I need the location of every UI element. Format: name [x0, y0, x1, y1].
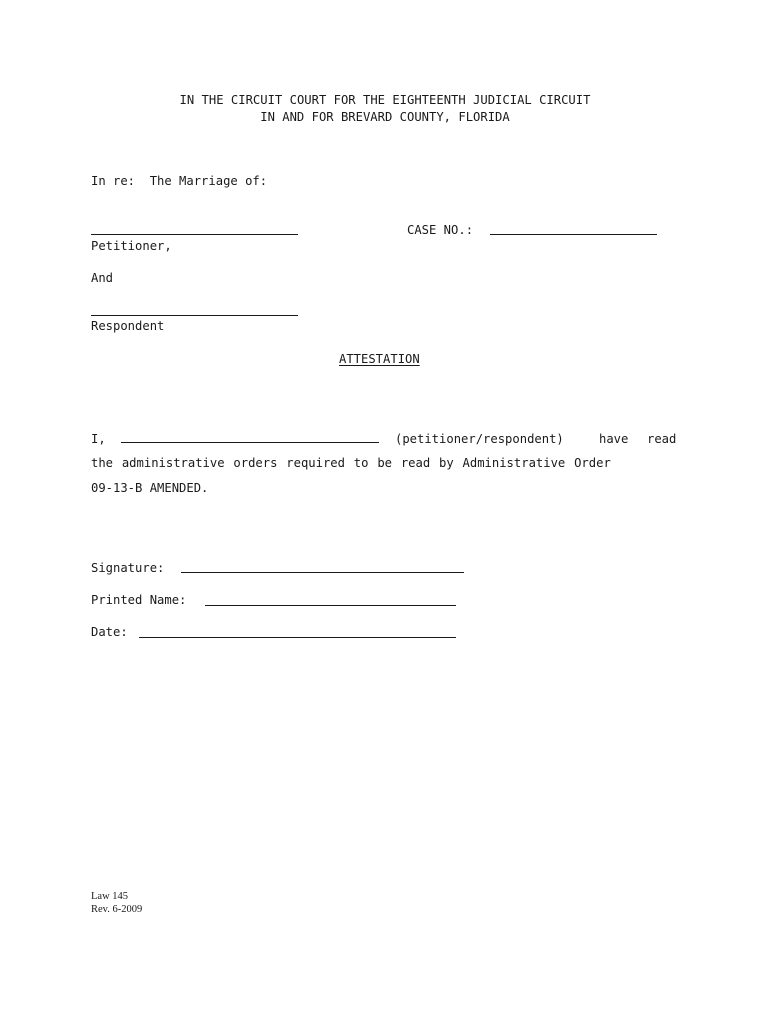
form-number: Law 145 — [91, 891, 129, 902]
court-header-line-2: IN AND FOR BREVARD COUNTY, FLORIDA — [260, 110, 510, 124]
printed-name-field[interactable] — [205, 605, 456, 606]
respondent-name-field[interactable] — [91, 315, 298, 316]
form-revision: Rev. 6-2009 — [91, 904, 143, 915]
role-text: (petitioner/respondent) — [395, 432, 564, 446]
in-re-label: In re: The Marriage of: — [91, 174, 268, 188]
case-number-field[interactable] — [490, 234, 657, 235]
date-label: Date: — [91, 625, 128, 639]
signature-label: Signature: — [91, 561, 165, 575]
attestation-i-label: I, — [91, 432, 106, 446]
petitioner-label: Petitioner, — [91, 239, 172, 253]
and-label: And — [91, 271, 114, 285]
date-field[interactable] — [139, 637, 456, 638]
read-text: read — [647, 432, 677, 446]
respondent-label: Respondent — [91, 319, 165, 333]
attestant-name-field[interactable] — [121, 442, 379, 443]
petitioner-name-field[interactable] — [91, 234, 298, 235]
attestation-line-3: 09-13-B AMENDED. — [91, 481, 209, 495]
court-header-line-1: IN THE CIRCUIT COURT FOR THE EIGHTEENTH JUDICIAL CIRCUIT — [179, 93, 591, 107]
document-title: ATTESTATION — [339, 352, 420, 366]
attestation-line-2: the administrative orders required to be read by Administrative Order — [91, 456, 611, 470]
printed-name-label: Printed Name: — [91, 593, 187, 607]
case-number-label: CASE NO.: — [407, 223, 474, 237]
have-text: have — [599, 432, 629, 446]
signature-field[interactable] — [181, 572, 464, 573]
